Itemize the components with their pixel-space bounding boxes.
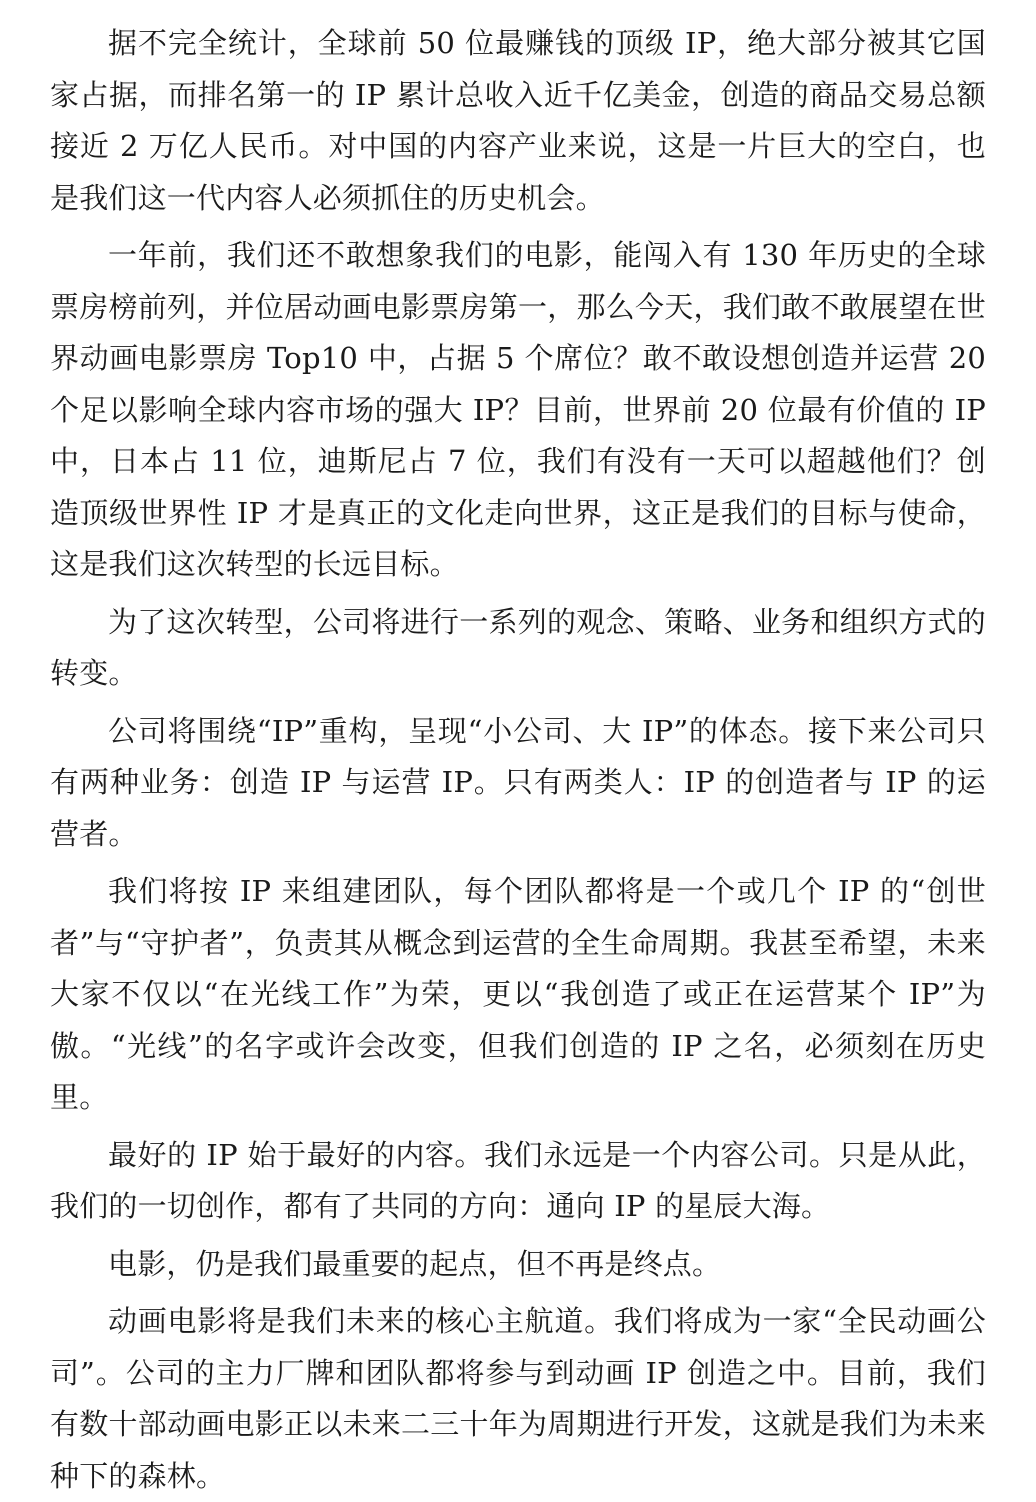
paragraph: 我们将按 IP 来组建团队，每个团队都将是一个或几个 IP 的“创世者”与“守护者”，负责其从概念到运营的全生命周期。我甚至希望，未来大家不仅以“在光线工作”为荣，更以“我创造了或正在运营某个 IP”为傲。“光线”的名字或许会改变，但我们创造的 IP 之名，必须刻在历史里。 xyxy=(50,874,986,1114)
paragraph: 一年前，我们还不敢想象我们的电影，能闯入有 130 年历史的全球票房榜前列，并位居动画电影票房第一，那么今天，我们敢不敢展望在世界动画电影票房 Top10 中，占据 5 个席位？敢不敢设想创造并运营 20 个足以影响全球内容市场的强大 IP？目前，世界前 20 位最有价值的 IP 中，日本占 11 位，迪斯尼占 7 位，我们有没有一天可以超越他们？创造顶级世界性 IP 才是真正的文化走向世界，这正是我们的目标与使命，这是我们这次转型的长远目标。 xyxy=(50,238,986,581)
paragraph: 最好的 IP 始于最好的内容。我们永远是一个内容公司。只是从此，我们的一切创作，都有了共同的方向：通向 IP 的星辰大海。 xyxy=(50,1137,986,1223)
paragraph: 为了这次转型，公司将进行一系列的观念、策略、业务和组织方式的转变。 xyxy=(50,604,986,690)
paragraph: 公司将围绕“IP”重构，呈现“小公司、大 IP”的体态。接下来公司只有两种业务：创造 IP 与运营 IP。只有两类人：IP 的创造者与 IP 的运营者。 xyxy=(50,713,986,851)
paragraph: 电影，仍是我们最重要的起点，但不再是终点。 xyxy=(108,1246,722,1281)
paragraph: 据不完全统计，全球前 50 位最赚钱的顶级 IP，绝大部分被其它国家占据，而排名第一的 IP 累计总收入近千亿美金，创造的商品交易总额接近 2 万亿人民币。对中国的内容产业来说，这是一片巨大的空白，也是我们这一代内容人必须抓住的历史机会。 xyxy=(50,26,986,215)
paragraph: 动画电影将是我们未来的核心主航道。我们将成为一家“全民动画公司”。公司的主力厂牌和团队都将参与到动画 IP 创造之中。目前，我们有数十部动画电影正以未来二三十年为周期进行开发，这就是我们为未来种下的森林。 xyxy=(50,1304,986,1493)
